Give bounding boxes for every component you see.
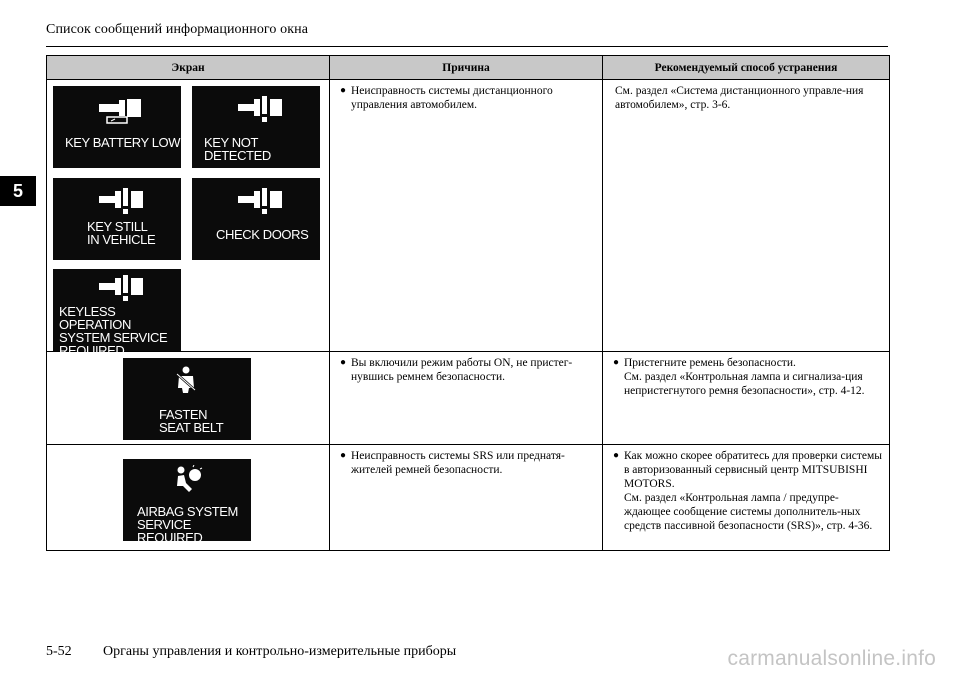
table-row [47, 445, 890, 551]
display-key-battery-low [53, 86, 181, 168]
key-warning-icon [236, 96, 284, 126]
screen-label: KEY BATTERY LOW [65, 135, 181, 150]
bullet-icon: ● [340, 357, 347, 368]
display-key-not-detected [192, 86, 320, 168]
display-fasten-seat-belt [123, 358, 251, 440]
cause-text: Неисправность системы дистанционного управления автомобилем. [351, 85, 553, 111]
screen-label: CHECK DOORS [216, 227, 309, 242]
seatbelt-icon [173, 366, 199, 396]
info-messages-table [46, 55, 890, 551]
display-airbag-system-service [123, 459, 251, 545]
screen-cell [47, 80, 330, 358]
screen-cell [47, 352, 330, 445]
cause-cell [330, 352, 603, 445]
table-header-row [47, 56, 890, 80]
cause-text: Вы включили режим работы ON, не пристег-нувшись ремнем безопасности. [351, 357, 573, 383]
key-warning-icon [236, 188, 284, 218]
screen-label: KEYLESS OPERATION SYSTEM SERVICE REQUIRED [59, 304, 168, 358]
screen-label: AIRBAG SYSTEM SERVICE REQUIRED [137, 504, 238, 545]
screen-label: KEY STILL IN VEHICLE [87, 219, 156, 247]
key-battery-icon [97, 98, 145, 126]
remedy-cell [603, 80, 890, 352]
watermark: carmanualsonline.info [727, 647, 936, 670]
remedy-text: Как можно скорее обратитесь для проверки системы в авторизованный сервисный центр MITSUBISHI MOTORS. См. раздел «Контрольная лампа / предупре-ждающее сообщение системы дополнитель-ных средств пассивной безопасности (SRS)», стр. 4-36. [624, 450, 882, 532]
cause-cell [330, 80, 603, 352]
screen-cell [47, 445, 330, 551]
table-row [47, 352, 890, 445]
cause-text: Неисправность системы SRS или преднатя-жителей ремней безопасности. [351, 450, 565, 476]
column-header-screen: Экран [47, 56, 330, 80]
bullet-icon: ● [613, 357, 620, 368]
footer-section-title: Органы управления и контрольно-измерительные приборы [103, 644, 457, 659]
column-header-remedy: Рекомендуемый способ устранения [603, 56, 890, 80]
screen-label: FASTEN SEAT BELT [159, 407, 224, 435]
key-warning-icon [97, 275, 145, 305]
remedy-cell [603, 352, 890, 445]
key-warning-icon [97, 188, 145, 218]
screen-label: KEY NOT DETECTED [204, 135, 271, 163]
page-header-title: Список сообщений информационного окна [46, 22, 309, 37]
remedy-text: Пристегните ремень безопасности. См. раздел «Контрольная лампа и сигнализа-ция непристегнутого ремня безопасности», стр. 4-12. [624, 357, 865, 397]
display-key-still-in-vehicle [53, 178, 181, 260]
bullet-icon: ● [613, 450, 620, 461]
table-row [47, 80, 890, 352]
bullet-icon: ● [340, 85, 347, 96]
chapter-tab: 5 [0, 176, 36, 206]
display-keyless-operation-service [53, 269, 181, 358]
header-divider [46, 46, 888, 47]
airbag-icon [173, 465, 203, 497]
remedy-text: См. раздел «Система дистанционного управле-ния автомобилем», стр. 3-6. [615, 85, 864, 111]
cause-cell [330, 445, 603, 551]
column-header-cause: Причина [330, 56, 603, 80]
display-check-doors [192, 178, 320, 260]
remedy-cell [603, 445, 890, 551]
bullet-icon: ● [340, 450, 347, 461]
page-number: 5-52 [46, 644, 72, 659]
